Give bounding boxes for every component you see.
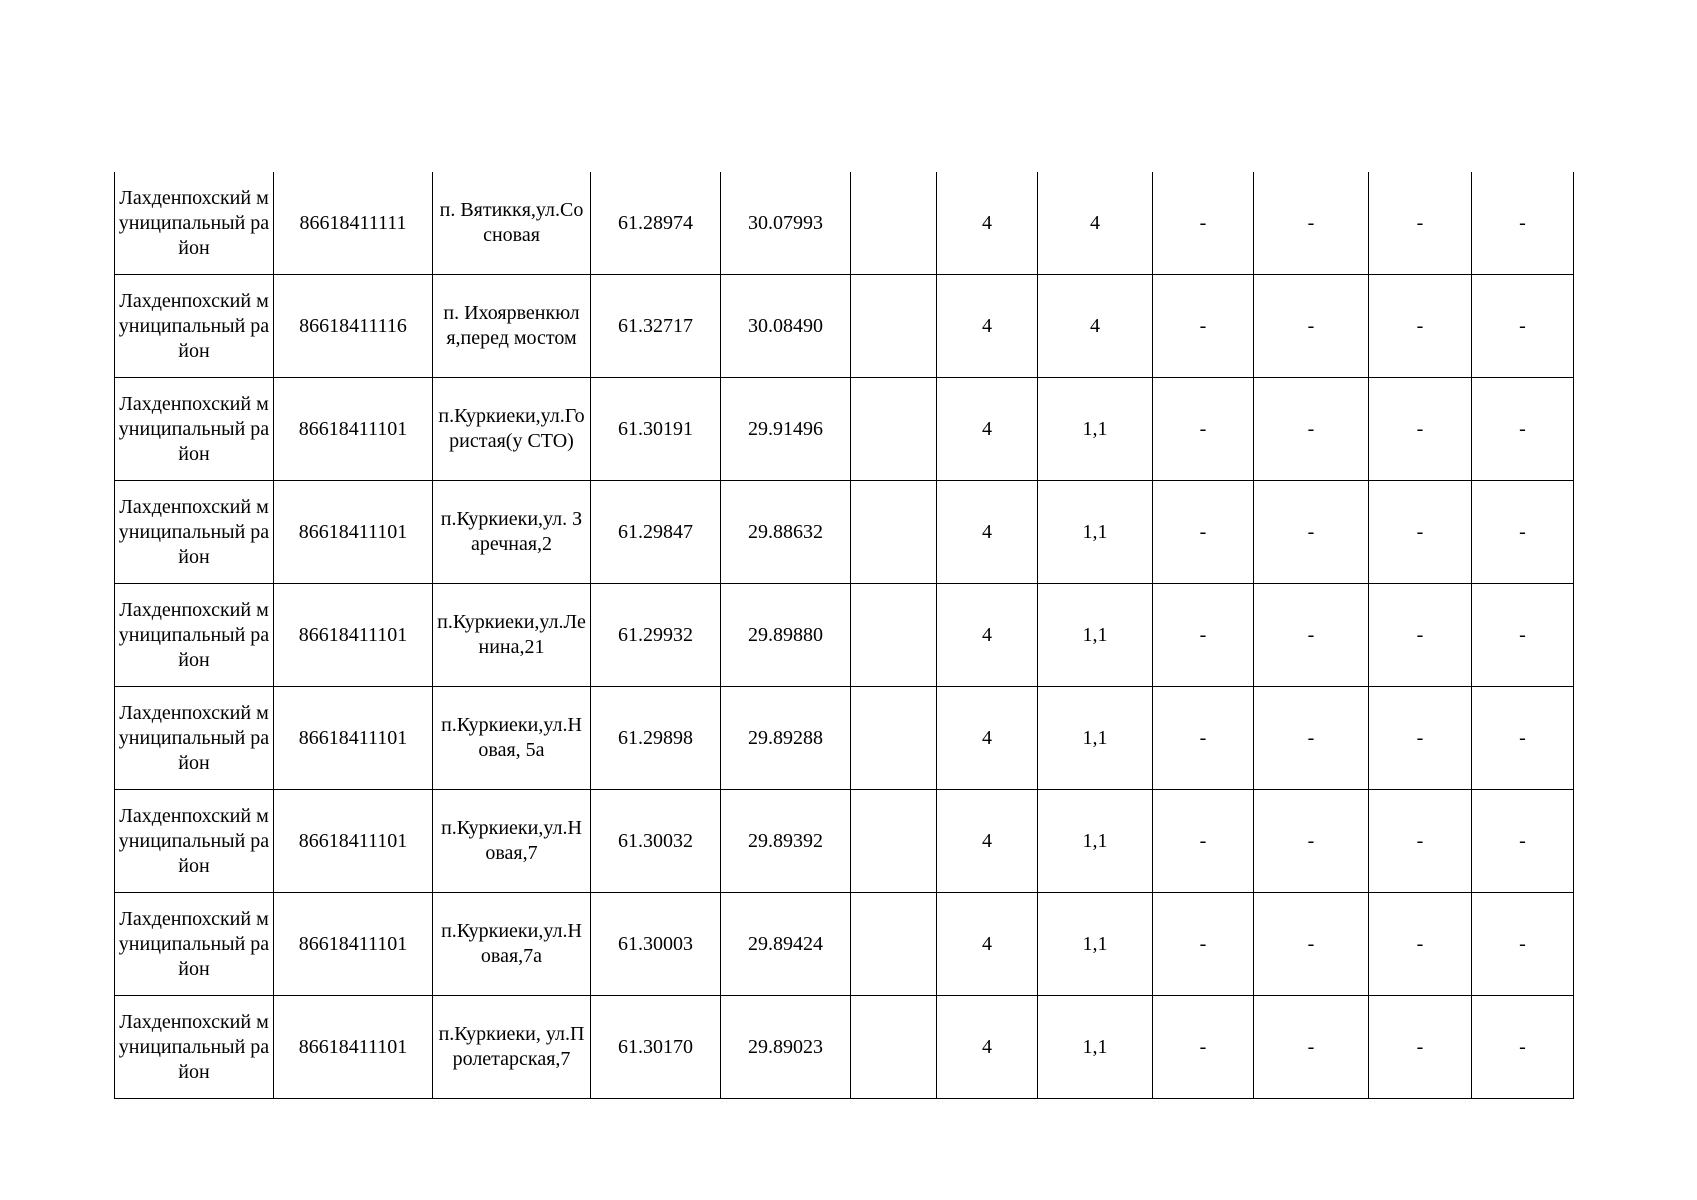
oktmo-cell bbox=[274, 172, 433, 275]
district-cell bbox=[115, 378, 274, 481]
dash-cell bbox=[1472, 687, 1574, 790]
dash-cell-text: - bbox=[1519, 1035, 1526, 1058]
value-cell bbox=[1038, 275, 1153, 378]
data-table bbox=[114, 172, 1574, 1099]
district-cell bbox=[115, 584, 274, 687]
dash-cell bbox=[1153, 687, 1254, 790]
latitude-cell bbox=[591, 790, 721, 893]
value-cell-text: 1,1 bbox=[1082, 623, 1108, 646]
dash-cell bbox=[1153, 172, 1254, 275]
latitude-cell-text: 61.30003 bbox=[618, 932, 693, 955]
dash-cell-text: - bbox=[1519, 726, 1526, 749]
empty-cell bbox=[851, 172, 937, 275]
dash-cell-text: - bbox=[1416, 623, 1424, 646]
longitude-cell bbox=[721, 275, 851, 378]
oktmo-cell-text: 86618411101 bbox=[298, 932, 408, 955]
oktmo-cell bbox=[274, 378, 433, 481]
dash-cell bbox=[1254, 687, 1369, 790]
dash-cell bbox=[1472, 481, 1574, 584]
dash-cell-text: - bbox=[1307, 1035, 1315, 1058]
longitude-cell-text: 29.88632 bbox=[748, 520, 823, 543]
dash-cell bbox=[1369, 172, 1472, 275]
value-cell-text: 1,1 bbox=[1082, 520, 1108, 543]
longitude-cell-text: 30.08490 bbox=[748, 314, 823, 337]
dash-cell bbox=[1254, 172, 1369, 275]
address-cell-text: п.Куркиеки, ул.Пролетарская,7 bbox=[438, 1023, 585, 1070]
district-cell bbox=[115, 893, 274, 996]
latitude-cell bbox=[591, 172, 721, 275]
table-row bbox=[115, 378, 1574, 481]
dash-cell bbox=[1369, 275, 1472, 378]
district-cell-text: Лахденпохский муниципальный район bbox=[118, 289, 270, 362]
value-cell bbox=[1038, 687, 1153, 790]
value-cell bbox=[937, 687, 1038, 790]
value-cell bbox=[1038, 481, 1153, 584]
table-row bbox=[115, 481, 1574, 584]
dash-cell bbox=[1153, 790, 1254, 893]
latitude-cell bbox=[591, 584, 721, 687]
dash-cell-text: - bbox=[1199, 829, 1207, 852]
latitude-cell bbox=[591, 893, 721, 996]
value-cell-text: 4 bbox=[982, 829, 992, 852]
value-cell bbox=[1038, 996, 1153, 1099]
value-cell-text: 1,1 bbox=[1082, 829, 1108, 852]
empty-cell bbox=[851, 893, 937, 996]
table-row bbox=[115, 790, 1574, 893]
dash-cell-text: - bbox=[1416, 314, 1424, 337]
address-cell bbox=[433, 996, 591, 1099]
value-cell bbox=[937, 172, 1038, 275]
longitude-cell bbox=[721, 996, 851, 1099]
oktmo-cell-text: 86618411101 bbox=[298, 1035, 408, 1058]
value-cell-text: 4 bbox=[982, 932, 992, 955]
latitude-cell bbox=[591, 275, 721, 378]
dash-cell-text: - bbox=[1519, 932, 1526, 955]
dash-cell bbox=[1369, 687, 1472, 790]
latitude-cell bbox=[591, 481, 721, 584]
latitude-cell-text: 61.32717 bbox=[618, 314, 693, 337]
dash-cell-text: - bbox=[1519, 623, 1526, 646]
dash-cell-text: - bbox=[1199, 211, 1207, 234]
address-cell bbox=[433, 790, 591, 893]
longitude-cell-text: 29.89424 bbox=[748, 932, 823, 955]
dash-cell bbox=[1254, 584, 1369, 687]
longitude-cell bbox=[721, 687, 851, 790]
district-cell bbox=[115, 275, 274, 378]
latitude-cell-text: 61.29847 bbox=[618, 520, 693, 543]
dash-cell-text: - bbox=[1307, 520, 1315, 543]
latitude-cell-text: 61.28974 bbox=[618, 211, 693, 234]
dash-cell-text: - bbox=[1307, 211, 1315, 234]
latitude-cell-text: 61.30170 bbox=[618, 1035, 693, 1058]
district-cell-text: Лахденпохский муниципальный район bbox=[118, 907, 270, 980]
value-cell-text: 1,1 bbox=[1082, 1035, 1108, 1058]
longitude-cell bbox=[721, 893, 851, 996]
oktmo-cell bbox=[274, 790, 433, 893]
dash-cell-text: - bbox=[1416, 520, 1424, 543]
dash-cell bbox=[1369, 584, 1472, 687]
address-cell-text: п.Куркиеки,ул. Заречная,2 bbox=[440, 508, 583, 555]
longitude-cell-text: 29.91496 bbox=[748, 417, 823, 440]
value-cell-text: 4 bbox=[982, 520, 992, 543]
address-cell bbox=[433, 378, 591, 481]
oktmo-cell bbox=[274, 584, 433, 687]
dash-cell-text: - bbox=[1519, 829, 1526, 852]
oktmo-cell-text: 86618411101 bbox=[298, 726, 408, 749]
district-cell-text: Лахденпохский муниципальный район bbox=[118, 495, 270, 568]
oktmo-cell bbox=[274, 687, 433, 790]
dash-cell bbox=[1254, 275, 1369, 378]
latitude-cell-text: 61.29898 bbox=[618, 726, 693, 749]
latitude-cell bbox=[591, 687, 721, 790]
latitude-cell-text: 61.30191 bbox=[618, 417, 693, 440]
oktmo-cell-text: 86618411116 bbox=[299, 314, 407, 337]
dash-cell-text: - bbox=[1519, 417, 1526, 440]
dash-cell bbox=[1472, 275, 1574, 378]
longitude-cell bbox=[721, 584, 851, 687]
district-cell-text: Лахденпохский муниципальный район bbox=[118, 392, 270, 465]
dash-cell bbox=[1472, 584, 1574, 687]
value-cell bbox=[937, 584, 1038, 687]
table-row bbox=[115, 172, 1574, 275]
dash-cell bbox=[1153, 481, 1254, 584]
district-cell bbox=[115, 996, 274, 1099]
latitude-cell-text: 61.29932 bbox=[618, 623, 693, 646]
value-cell-text: 4 bbox=[982, 211, 992, 234]
value-cell-text: 4 bbox=[1090, 211, 1100, 234]
dash-cell bbox=[1153, 584, 1254, 687]
longitude-cell-text: 30.07993 bbox=[748, 211, 823, 234]
address-cell bbox=[433, 584, 591, 687]
longitude-cell bbox=[721, 378, 851, 481]
longitude-cell bbox=[721, 481, 851, 584]
dash-cell bbox=[1472, 893, 1574, 996]
dash-cell-text: - bbox=[1199, 520, 1207, 543]
dash-cell-text: - bbox=[1307, 829, 1315, 852]
dash-cell-text: - bbox=[1416, 1035, 1424, 1058]
dash-cell bbox=[1369, 790, 1472, 893]
district-cell-text: Лахденпохский муниципальный район bbox=[118, 598, 270, 671]
dash-cell-text: - bbox=[1307, 932, 1315, 955]
longitude-cell bbox=[721, 172, 851, 275]
dash-cell-text: - bbox=[1416, 829, 1424, 852]
latitude-cell bbox=[591, 996, 721, 1099]
address-cell-text: п. Вятиккя,ул.Сосновая bbox=[439, 199, 584, 246]
dash-cell bbox=[1254, 893, 1369, 996]
dash-cell-text: - bbox=[1416, 417, 1424, 440]
oktmo-cell-text: 86618411111 bbox=[299, 211, 407, 234]
address-cell-text: п.Куркиеки,ул.Ленина,21 bbox=[437, 611, 586, 658]
dash-cell bbox=[1254, 481, 1369, 584]
dash-cell-text: - bbox=[1416, 932, 1424, 955]
table-row bbox=[115, 584, 1574, 687]
address-cell bbox=[433, 481, 591, 584]
value-cell bbox=[937, 893, 1038, 996]
value-cell-text: 1,1 bbox=[1082, 726, 1108, 749]
dash-cell-text: - bbox=[1519, 314, 1526, 337]
value-cell bbox=[1038, 378, 1153, 481]
dash-cell-text: - bbox=[1307, 623, 1315, 646]
table-row bbox=[115, 893, 1574, 996]
table-row bbox=[115, 275, 1574, 378]
dash-cell bbox=[1153, 378, 1254, 481]
table-row bbox=[115, 687, 1574, 790]
value-cell bbox=[1038, 584, 1153, 687]
latitude-cell-text: 61.30032 bbox=[618, 829, 693, 852]
dash-cell bbox=[1369, 378, 1472, 481]
dash-cell-text: - bbox=[1519, 520, 1526, 543]
dash-cell bbox=[1254, 996, 1369, 1099]
dash-cell bbox=[1369, 893, 1472, 996]
dash-cell-text: - bbox=[1416, 211, 1424, 234]
oktmo-cell bbox=[274, 275, 433, 378]
dash-cell bbox=[1153, 893, 1254, 996]
district-cell-text: Лахденпохский муниципальный район bbox=[118, 186, 270, 259]
value-cell bbox=[937, 275, 1038, 378]
address-cell bbox=[433, 893, 591, 996]
address-cell-text: п.Куркиеки,ул.Новая,7 bbox=[441, 817, 582, 864]
value-cell bbox=[1038, 172, 1153, 275]
district-cell-text: Лахденпохский муниципальный район bbox=[118, 804, 270, 877]
district-cell bbox=[115, 687, 274, 790]
value-cell bbox=[937, 790, 1038, 893]
oktmo-cell-text: 86618411101 bbox=[298, 829, 408, 852]
dash-cell-text: - bbox=[1199, 932, 1207, 955]
empty-cell bbox=[851, 584, 937, 687]
latitude-cell bbox=[591, 378, 721, 481]
empty-cell bbox=[851, 275, 937, 378]
address-cell bbox=[433, 172, 591, 275]
address-cell-text: п.Куркиеки,ул.Гористая(у СТО) bbox=[438, 405, 585, 452]
value-cell bbox=[937, 996, 1038, 1099]
oktmo-cell bbox=[274, 996, 433, 1099]
dash-cell-text: - bbox=[1199, 623, 1207, 646]
address-cell-text: п.Куркиеки,ул.Новая, 5а bbox=[441, 714, 582, 761]
dash-cell bbox=[1153, 996, 1254, 1099]
value-cell-text: 4 bbox=[1090, 314, 1100, 337]
dash-cell-text: - bbox=[1199, 726, 1207, 749]
dash-cell bbox=[1153, 275, 1254, 378]
address-cell-text: п.Куркиеки,ул.Новая,7а bbox=[441, 920, 582, 967]
value-cell-text: 4 bbox=[982, 314, 992, 337]
district-cell bbox=[115, 172, 274, 275]
district-cell bbox=[115, 481, 274, 584]
value-cell bbox=[937, 378, 1038, 481]
longitude-cell-text: 29.89880 bbox=[748, 623, 823, 646]
address-cell-text: п. Ихоярвенкюля,перед мостом bbox=[443, 302, 580, 349]
longitude-cell-text: 29.89023 bbox=[748, 1035, 823, 1058]
dash-cell-text: - bbox=[1199, 314, 1207, 337]
empty-cell bbox=[851, 790, 937, 893]
dash-cell bbox=[1472, 790, 1574, 893]
dash-cell-text: - bbox=[1307, 314, 1315, 337]
value-cell-text: 4 bbox=[982, 726, 992, 749]
dash-cell-text: - bbox=[1519, 211, 1526, 234]
dash-cell-text: - bbox=[1416, 726, 1424, 749]
empty-cell bbox=[851, 378, 937, 481]
dash-cell bbox=[1369, 481, 1472, 584]
dash-cell bbox=[1472, 172, 1574, 275]
value-cell bbox=[937, 481, 1038, 584]
empty-cell bbox=[851, 996, 937, 1099]
oktmo-cell-text: 86618411101 bbox=[298, 417, 408, 440]
value-cell-text: 4 bbox=[982, 623, 992, 646]
oktmo-cell bbox=[274, 893, 433, 996]
value-cell bbox=[1038, 790, 1153, 893]
district-cell-text: Лахденпохский муниципальный район bbox=[118, 1010, 270, 1083]
district-cell-text: Лахденпохский муниципальный район bbox=[118, 701, 270, 774]
dash-cell bbox=[1254, 378, 1369, 481]
dash-cell bbox=[1254, 790, 1369, 893]
dash-cell-text: - bbox=[1199, 417, 1207, 440]
address-cell bbox=[433, 687, 591, 790]
value-cell-text: 4 bbox=[982, 1035, 992, 1058]
dash-cell bbox=[1472, 996, 1574, 1099]
longitude-cell-text: 29.89288 bbox=[748, 726, 823, 749]
district-cell bbox=[115, 790, 274, 893]
oktmo-cell-text: 86618411101 bbox=[298, 623, 408, 646]
dash-cell bbox=[1369, 996, 1472, 1099]
oktmo-cell-text: 86618411101 bbox=[298, 520, 408, 543]
longitude-cell-text: 29.89392 bbox=[748, 829, 823, 852]
dash-cell-text: - bbox=[1199, 1035, 1207, 1058]
oktmo-cell bbox=[274, 481, 433, 584]
value-cell bbox=[1038, 893, 1153, 996]
longitude-cell bbox=[721, 790, 851, 893]
empty-cell bbox=[851, 481, 937, 584]
dash-cell-text: - bbox=[1307, 726, 1315, 749]
address-cell bbox=[433, 275, 591, 378]
dash-cell-text: - bbox=[1307, 417, 1315, 440]
value-cell-text: 4 bbox=[982, 417, 992, 440]
dash-cell bbox=[1472, 378, 1574, 481]
value-cell-text: 1,1 bbox=[1082, 417, 1108, 440]
table-row bbox=[115, 996, 1574, 1099]
value-cell-text: 1,1 bbox=[1082, 932, 1108, 955]
empty-cell bbox=[851, 687, 937, 790]
